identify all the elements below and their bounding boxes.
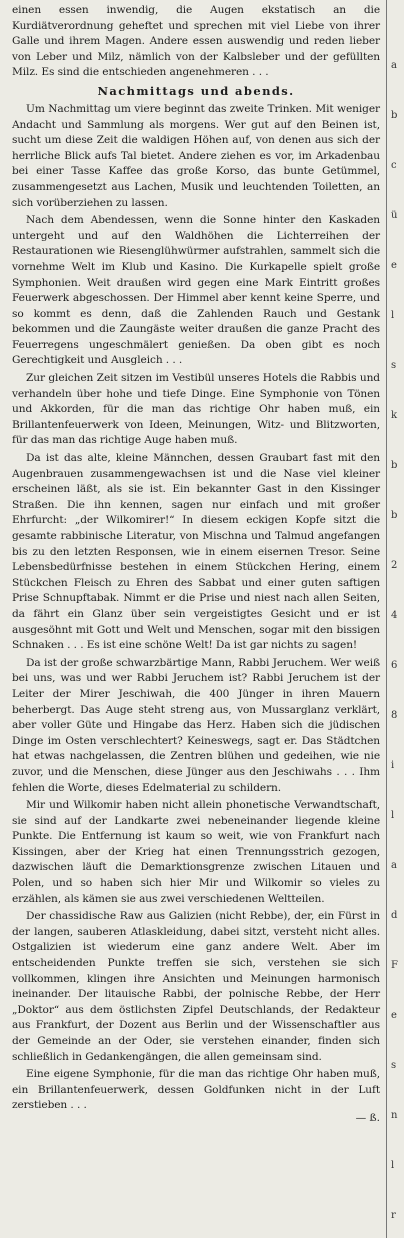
fragment: d: [391, 910, 398, 921]
fragment: b: [391, 510, 398, 521]
paragraph-1: Um Nachmittag um viere beginnt das zweite Trinken. Mit weniger Andacht und Sammlung als morgens. Wer gut auf den Beinen ist, sucht um diese Zeit die waldigen Höhen auf, von denen aus sich der herrliche Blick aufs Tal bietet. Andere ziehen es vor, im Arkadenbau bei einer Tasse Kaffee das große Korso, das bunte Getümmel, zusammengesetzt aus Lachen, Musik und leuchtenden Toiletten, an sich vorüberziehen zu lassen.: [12, 102, 380, 209]
fragment: l: [391, 810, 395, 821]
paragraph-2: Nach dem Abendessen, wenn die Sonne hinter den Kaskaden untergeht und auf den Waldhöhen die Lichterreihen der Restaurationen wie Riesenglühwürmer aufstrahlen, sammelt sich die vornehme Welt im Klub und Kasino. Die Kurkapelle spielt große Symphonien. Weit draußen wird gegen eine Mark Eintritt großes Feuerwerk abgeschossen. Der Himmel aber kennt keine Sperre, und so kommt es denn, daß die Zahlenden Rauch und Gestank bekommen und die Zaungäste weiter draußen die ganze Pracht des Feuerregens ungeschmälert genießen. Da oben gibt es noch Gerechtigkeit und Ausgleich . . .: [12, 214, 380, 367]
fragment: l: [391, 310, 395, 321]
fragment: 2: [391, 560, 398, 571]
fragment: l: [391, 1160, 395, 1171]
fragment: e: [391, 1010, 397, 1021]
paragraph-3: Zur gleichen Zeit sitzen im Vestibül unseres Hotels die Rabbis und verhandeln über hohe und tiefe Dinge. Eine Symphonie von Tönen und Akkorden, für die man das richtige Ohr haben muß, ein Brillantenfeuerwerk von Ideen, Meinungen, Witz- und Blitzworten, für das man das richtige Auge haben muß.: [12, 372, 380, 447]
fragment: ü: [391, 210, 398, 221]
column-divider: [386, 0, 387, 1238]
fragment: a: [391, 860, 397, 871]
fragment: i: [391, 760, 395, 771]
fragment: 4: [391, 610, 398, 621]
fragment: c: [391, 160, 397, 171]
fragment: s: [391, 1060, 397, 1071]
author-signature: — ß.: [355, 1111, 380, 1124]
fragment: a: [391, 60, 397, 71]
adjacent-column-fragments: [389, 0, 404, 1238]
fragment: s: [391, 360, 397, 371]
fragment: 8: [391, 710, 398, 721]
section-heading: Nachmittags und abends.: [97, 83, 295, 98]
paragraph-6: Mir und Wilkomir haben nicht allein phonetische Verwandtschaft, sie sind auf der Landkarte zwei nebeneinander liegende kleine Punkte. Die Entfernung ist kaum so weit, wie von Frankfurt nach Kissingen, aber der Krieg hat einen Trennungsstrich gezogen, dazwischen läuft die Demarktionsgrenze zwischen Litauen und Polen, und so haben sich hier Mir und Wilkomir so vieles zu erzählen, als kämen sie aus zwei verschiedenen Weltteilen.: [12, 799, 380, 905]
paragraph-5: Da ist der große schwarzbärtige Mann, Rabbi Jeruchem. Wer weiß bei uns, was und wer Rabbi Jeruchem ist? Rabbi Jeruchem ist der Leiter der Mirer Jeschiwah, die 400 Jünger in ihren Mauern beherbergt. Das Auge steht streng aus, von Mussarglanz verklärt, aber voller Güte und Hingabe das Herz. Haben sich die jüdischen Dinge im Osten verschlechtert? Keineswegs, sagt er. Das Städtchen hat etwas nachgelassen, die Zentren blühen und gedeihen, wie nie zuvor, und die Menschen, diese Jünger aus den Jeschiwahs . . . Ihm fehlen die Worte, dieses Edelmaterial zu schildern.: [12, 656, 380, 794]
fragment: b: [391, 460, 398, 471]
fragment: e: [391, 260, 397, 271]
fragment: 6: [391, 660, 398, 671]
fragment: F: [391, 960, 398, 971]
intro-paragraph: einen essen inwendig, die Augen ekstatisch an die Kurdiätverordnung geheftet und sprechen mit viel Liebe von ihrer Galle und ihrem Magen. Andere essen auswendig und reden lieber von Leber und Milz, nämlich von der Kalbsleber und der gefüllten Milz. Es sind die entschieden angenehmeren . . .: [12, 4, 380, 79]
paragraph-7: Der chassidische Raw aus Galizien (nicht Rebbe), der, ein Fürst in der langen, sauberen Atlaskleidung, dabei sitzt, versteht nicht alles. Ostgalizien ist wiederum eine ganz andere Welt. Aber im entscheidenden Punkte treffen sie sich, verstehen sie sich vollkommen, klingen ihre Ansichten und Meinungen harmonisch ineinander. Der litauische Rabbi, der polnische Rebbe, der Herr „Doktor“ aus dem östlichsten Zipfel Deutschlands, der Redakteur aus Frankfurt, der Dozent aus Berlin und der Wissenschaftler aus der Gemeinde an der Oder, sie verstehen einander, finden sich schließlich in Gedankengängen, die allen gemeinsam sind.: [12, 910, 380, 1063]
paragraph-4: Da ist das alte, kleine Männchen, dessen Graubart fast mit den Augenbrauen zusammengewachsen ist und die Nase viel kleiner erscheinen läßt, als sie ist. Ein bekannter Gast in den Kissinger Straßen. Die ihn kennen, sagen nur einfach und mit großer Ehrfurcht: „der Wilkomirer!“ In diesem eckigen Kopfe sitzt die gesamte rabbinische Literatur, von Mischna und Talmud angefangen bis zu den letzten Responsen, wie in einem eisernen Tresor. Seine Lebensbedürfnisse bestehen in einem Stückchen Hering, einem Stückchen Fleisch zu Ehren des Sabbat und einer guten saftigen Prise Schnupftabak. Nimmt er die Prise und niest nach allen Seiten, da fährt ein Glanz über sein vergeistigtes Gesicht und er ist ausgesöhnt mit Gott und Welt und Menschen, sogar mit den bissigen Schnaken . . . Es ist eine schöne Welt! Da ist gar nichts zu sagen!: [12, 452, 380, 652]
fragment: r: [391, 1210, 396, 1221]
paragraph-8: Eine eigene Symphonie, für die man das richtige Ohr haben muß, ein Brillantenfeuerwerk, dessen Goldfunken nicht in der Luft zerstieben . . .: [12, 1068, 380, 1112]
fragment: b: [391, 110, 398, 121]
article-column: [12, 3, 380, 1124]
fragment: k: [391, 410, 398, 421]
fragment: n: [391, 1110, 398, 1121]
